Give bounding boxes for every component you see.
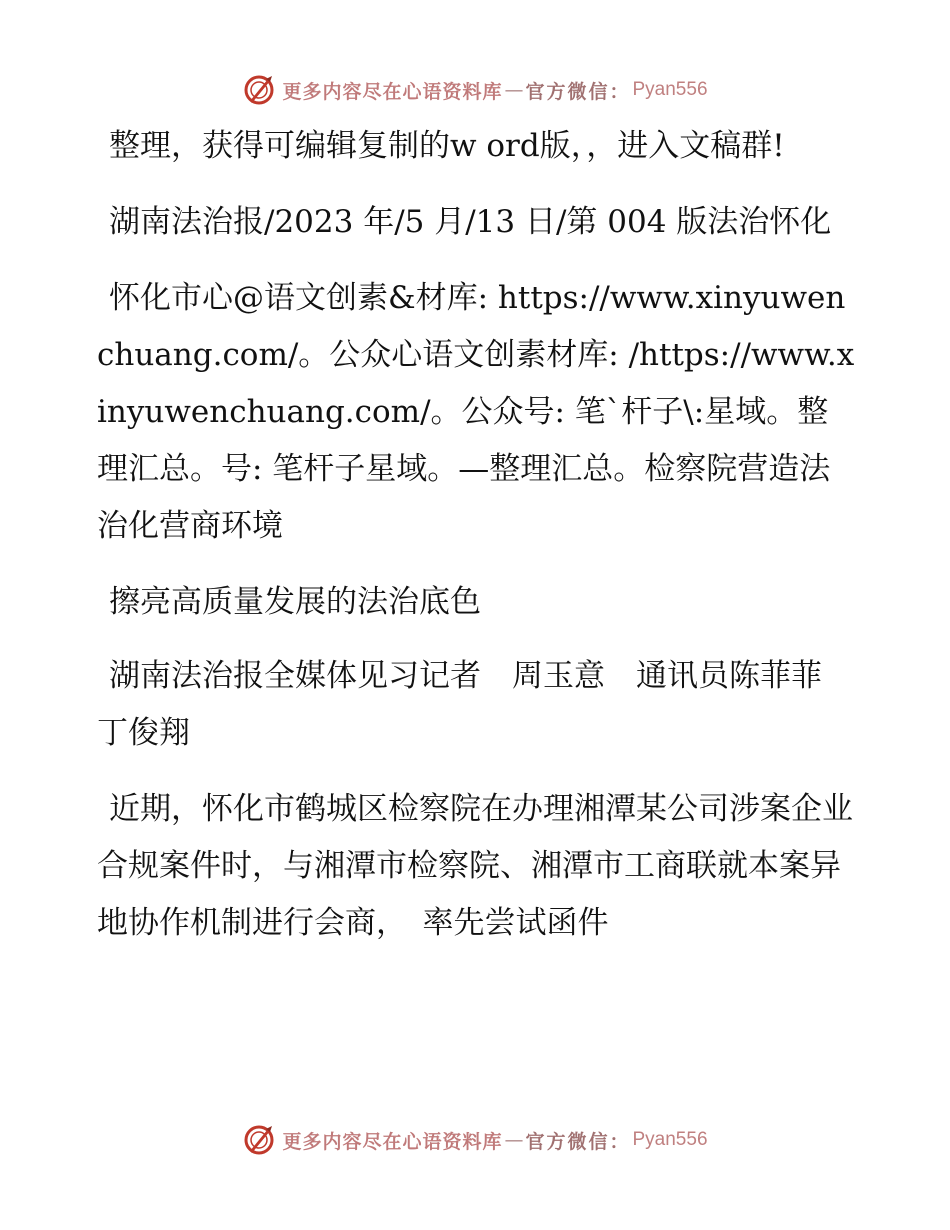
article-byline: 湖南法治报全媒体见习记者 周玉意 通讯员陈菲菲 丁俊翔: [97, 658, 853, 751]
watermark-wechat-label: 官方微信：: [525, 1130, 631, 1153]
paragraph-intro: 整理，获得可编辑复制的w ord版，，进入文稿群!: [109, 128, 785, 164]
document-body: [97, 118, 857, 952]
quill-logo-icon: [242, 1123, 276, 1157]
watermark-separator: —: [504, 79, 524, 101]
quill-logo-icon: [242, 73, 276, 107]
article-body-paragraph: 近期，怀化市鹤城区检察院在办理湘潭某公司涉案企业合规案件时，与湘潭市检察院、湘潭市工商联就本案异地协作机制进行会商， 率先尝试函件: [97, 791, 853, 941]
watermark-separator: —: [504, 1129, 524, 1151]
watermark-wechat-id: Pyan556: [632, 79, 708, 100]
watermark-wechat-id: Pyan556: [632, 1129, 708, 1150]
watermark-wechat-label: 官方微信：: [525, 80, 631, 103]
paragraph-source: 湖南法治报/2023 年/5 月/13 日/第 004 版法治怀化: [109, 204, 832, 240]
watermark-brand-text: 更多内容尽在心语资料库: [282, 80, 503, 103]
paragraph-library-notice: 怀化市心@语文创素&材库: https://www.xinyuwenchuang.com/。公众心语文创素材库: /https://www.xinyuwenchuang.com/。公众号: 笔`杆子\:星域。整理汇总。号: 笔杆子星域。—整理汇总。检察院营造法治化营商环境: [97, 280, 855, 544]
watermark-banner-bottom: [0, 1120, 950, 1160]
watermark-brand-text: 更多内容尽在心语资料库: [282, 1130, 503, 1153]
watermark-banner-top: [0, 70, 950, 110]
article-subtitle: 擦亮高质量发展的法治底色: [109, 584, 481, 620]
